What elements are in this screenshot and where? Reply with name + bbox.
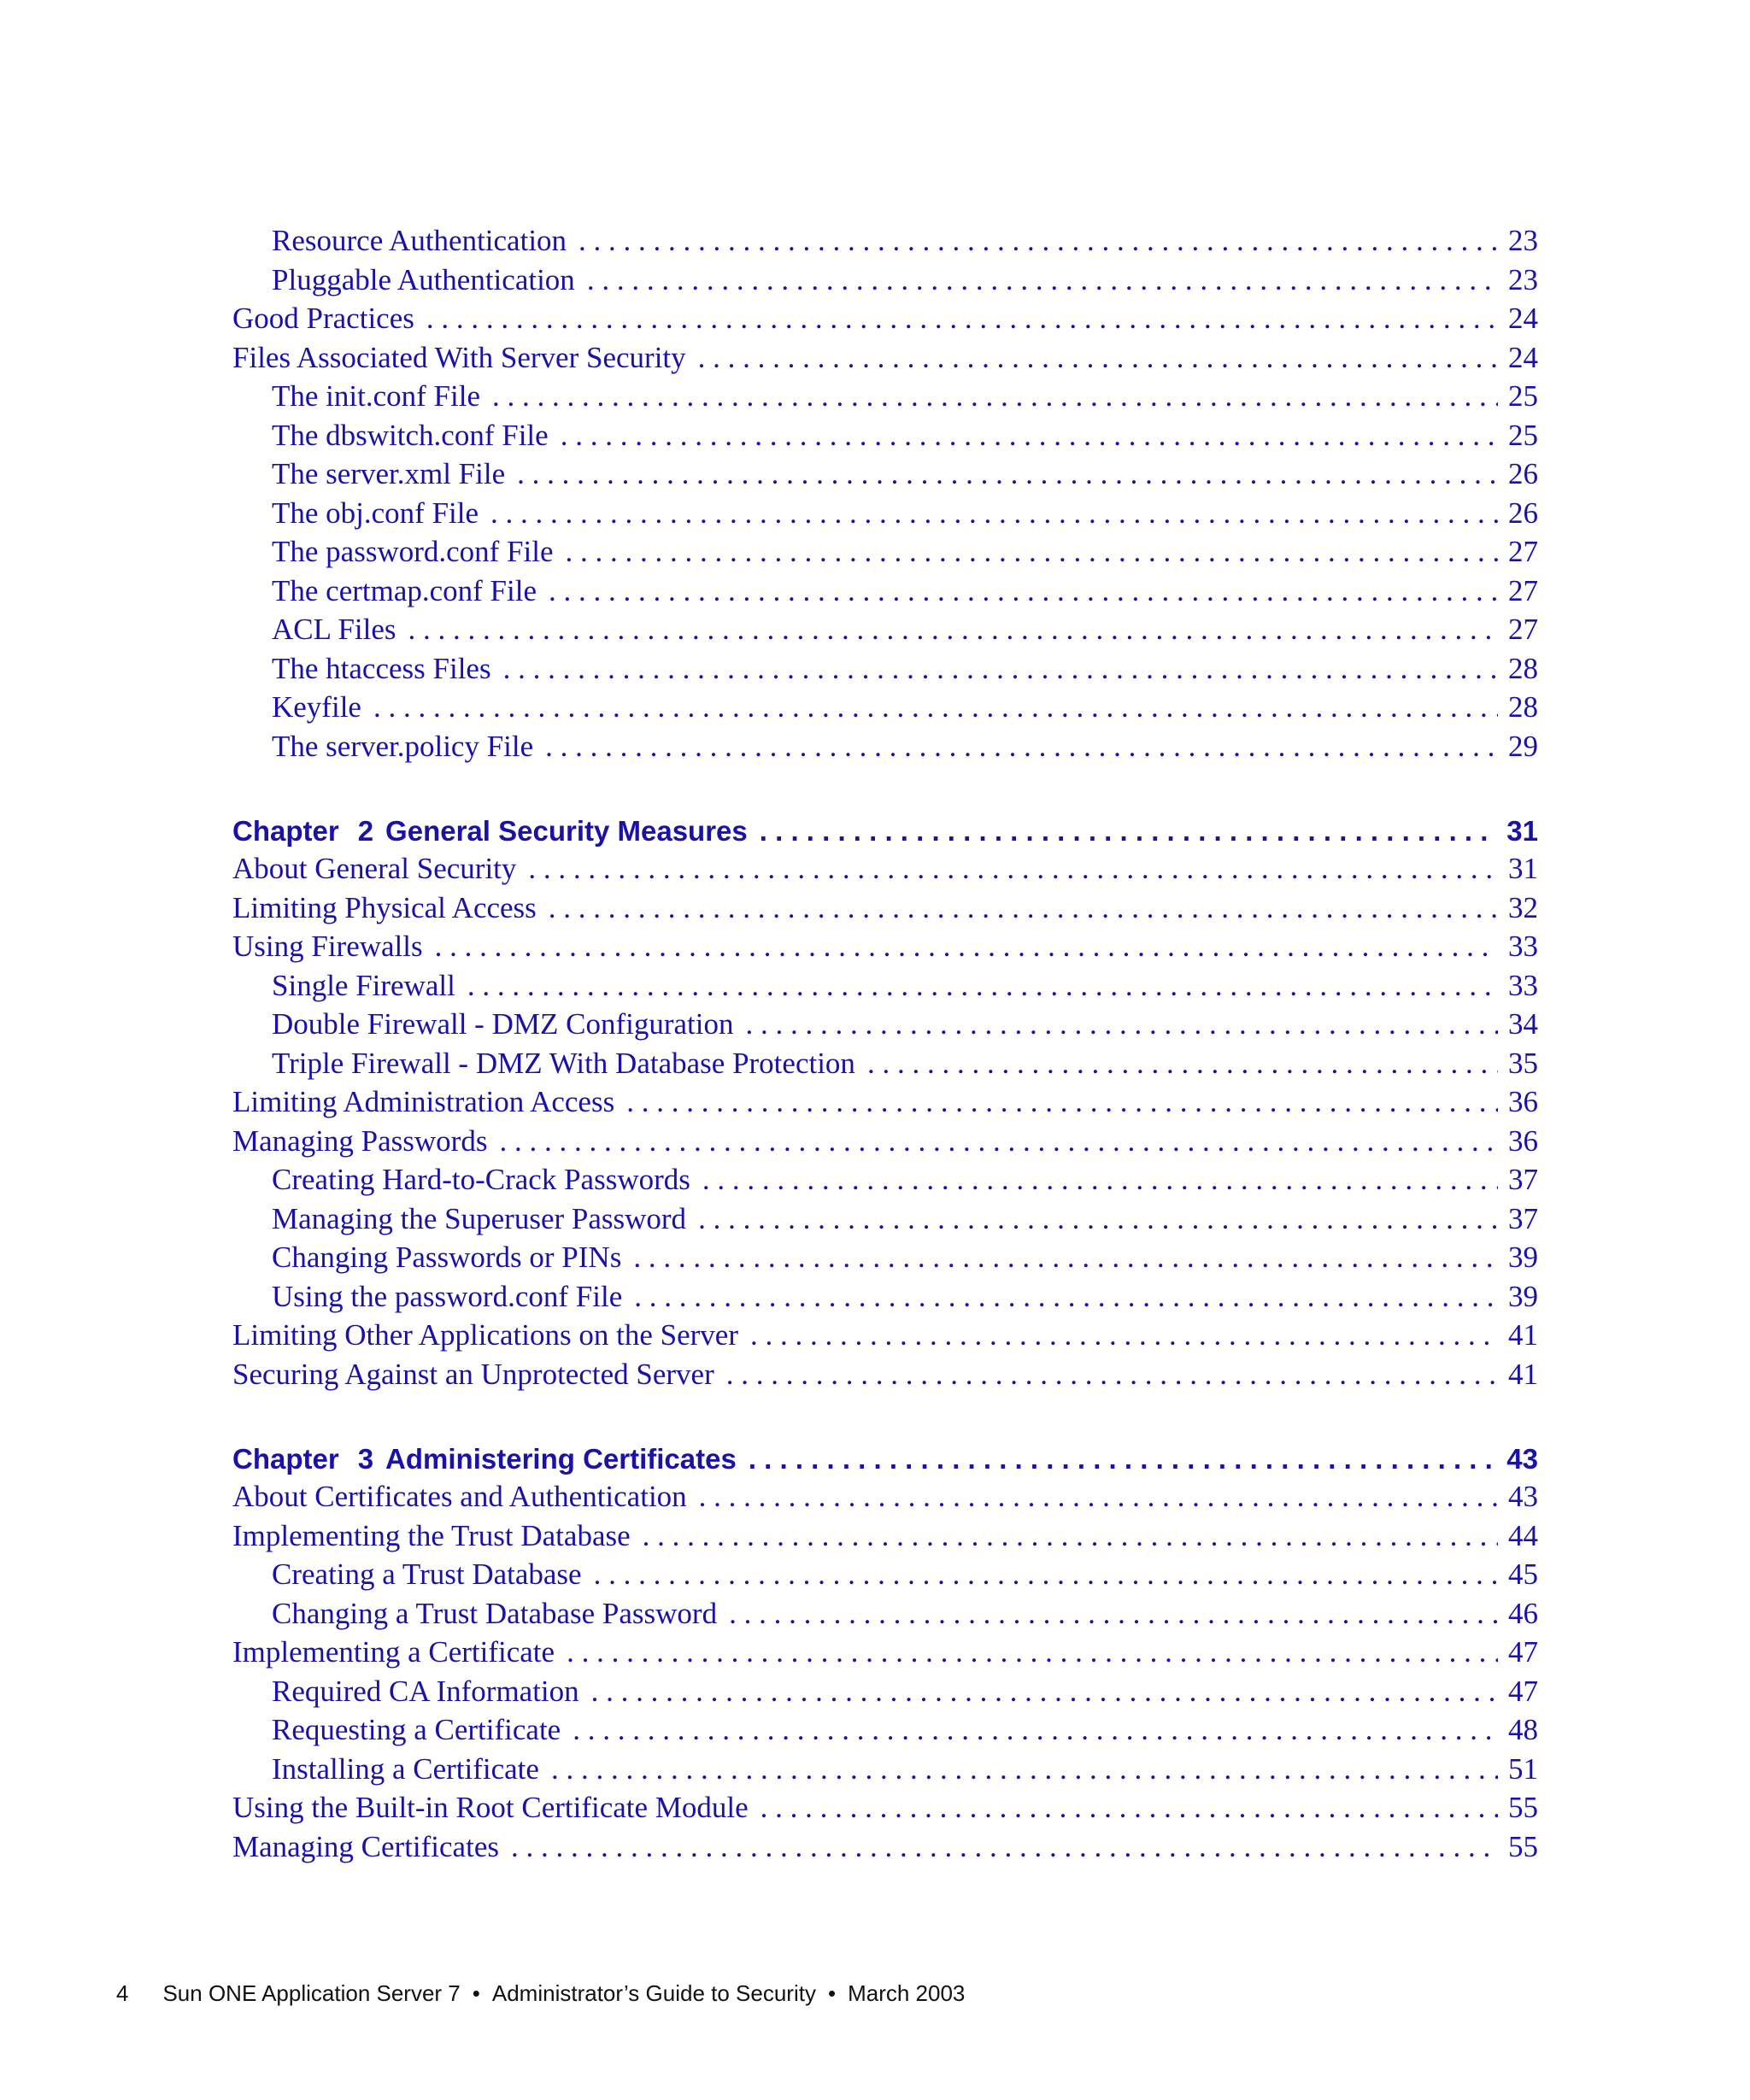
toc-entry-link[interactable] bbox=[232, 1788, 1538, 1827]
entry-title: Using the password.conf File bbox=[272, 1279, 623, 1313]
toc-subentry-link[interactable] bbox=[232, 966, 1538, 1006]
toc-subentry-link[interactable] bbox=[232, 1200, 1538, 1239]
entry-title: Implementing the Trust Database bbox=[232, 1518, 631, 1552]
entry-title: Managing Passwords bbox=[232, 1123, 488, 1158]
entry-title: The server.policy File bbox=[272, 729, 534, 763]
toc-subentry-link[interactable] bbox=[232, 649, 1538, 689]
toc-subentry-link[interactable] bbox=[232, 688, 1538, 727]
page-number: 51 bbox=[1508, 1751, 1538, 1786]
page-number: 33 bbox=[1508, 968, 1538, 1002]
toc-entry-link[interactable] bbox=[232, 927, 1538, 966]
page-number: 28 bbox=[1508, 651, 1538, 685]
page-number: 43 bbox=[1506, 1443, 1538, 1475]
page-number: 34 bbox=[1508, 1007, 1538, 1041]
toc-subentry-link[interactable] bbox=[232, 1238, 1538, 1277]
entry-title: The init.conf File bbox=[272, 379, 480, 413]
entry-title: The dbswitch.conf File bbox=[272, 418, 549, 452]
chapter-heading bbox=[232, 1441, 749, 1477]
page-number: 27 bbox=[1508, 613, 1538, 646]
page-number: 32 bbox=[1508, 890, 1538, 924]
page-number: 48 bbox=[1508, 1713, 1538, 1746]
entry-title: About Certificates and Authentication bbox=[232, 1480, 687, 1513]
page-number: 31 bbox=[1506, 815, 1538, 847]
chapter-title: General Security Measures bbox=[385, 815, 748, 847]
entry-title: The server.xml File bbox=[272, 457, 506, 490]
toc-section bbox=[232, 221, 1538, 766]
toc-section bbox=[232, 1441, 1538, 1866]
page-number: 24 bbox=[1508, 340, 1538, 374]
toc-subentry-link[interactable] bbox=[232, 416, 1538, 455]
toc-entry-link[interactable] bbox=[232, 1827, 1538, 1867]
entry-title: Files Associated With Server Security bbox=[232, 340, 686, 374]
dot-leader bbox=[517, 455, 1498, 494]
dot-leader bbox=[726, 1355, 1498, 1394]
toc-entry-link[interactable] bbox=[232, 1122, 1538, 1161]
page-number: 55 bbox=[1508, 1829, 1538, 1863]
entry-title: About General Security bbox=[232, 852, 517, 885]
entry-title: The password.conf File bbox=[272, 535, 554, 568]
toc-subentry-link[interactable] bbox=[232, 1160, 1538, 1200]
footer-page-number: 4 bbox=[116, 1980, 129, 2006]
dot-leader bbox=[749, 1441, 1496, 1477]
page-number: 43 bbox=[1508, 1480, 1538, 1513]
entry-title: Installing a Certificate bbox=[272, 1751, 539, 1786]
page-number: 29 bbox=[1508, 729, 1538, 763]
entry-title: Using the Built-in Root Certificate Module bbox=[232, 1791, 749, 1824]
page-number: 35 bbox=[1508, 1046, 1538, 1080]
dot-leader bbox=[503, 649, 1498, 689]
page-number: 47 bbox=[1508, 1674, 1538, 1708]
toc-subentry-link[interactable] bbox=[232, 221, 1538, 261]
page-number: 23 bbox=[1508, 224, 1538, 257]
entry-title: Keyfile bbox=[272, 690, 361, 724]
entry-title: Managing Certificates bbox=[232, 1829, 499, 1863]
page-number: 36 bbox=[1508, 1123, 1538, 1158]
entry-title: Good Practices bbox=[232, 302, 414, 335]
toc-subentry-link[interactable] bbox=[232, 727, 1538, 766]
page-number: 31 bbox=[1508, 852, 1538, 885]
chapter-heading bbox=[232, 813, 760, 849]
entry-title: Required CA Information bbox=[272, 1674, 579, 1708]
toc-subentry-link[interactable] bbox=[232, 1672, 1538, 1711]
dot-leader bbox=[699, 1477, 1498, 1516]
dot-leader bbox=[867, 1044, 1498, 1083]
page-number: 23 bbox=[1508, 262, 1538, 296]
chapter-heading-link[interactable] bbox=[232, 1441, 1538, 1477]
dot-leader bbox=[573, 1710, 1498, 1750]
toc-subentry-link[interactable] bbox=[232, 1277, 1538, 1317]
dot-leader bbox=[528, 849, 1498, 889]
page-number: 47 bbox=[1508, 1635, 1538, 1669]
dot-leader bbox=[626, 1082, 1498, 1122]
entry-title: Limiting Physical Access bbox=[232, 890, 537, 924]
entry-title: Limiting Administration Access bbox=[232, 1085, 615, 1118]
page-number: 25 bbox=[1508, 418, 1538, 452]
toc-subentry-link[interactable] bbox=[232, 377, 1538, 416]
chapter-label: Chapter bbox=[232, 1443, 339, 1475]
chapter-label: Chapter bbox=[232, 815, 339, 847]
toc-entry-link[interactable] bbox=[232, 1477, 1538, 1516]
page-number: 33 bbox=[1508, 930, 1538, 963]
page-number: 41 bbox=[1508, 1357, 1538, 1391]
page-number: 26 bbox=[1508, 457, 1538, 490]
toc-entry-link[interactable] bbox=[232, 1316, 1538, 1355]
toc-subentry-link[interactable] bbox=[232, 572, 1538, 611]
page-number: 37 bbox=[1508, 1201, 1538, 1235]
toc-entry-link[interactable] bbox=[232, 1633, 1538, 1672]
toc-subentry-link[interactable] bbox=[232, 1005, 1538, 1044]
toc-entry-link[interactable] bbox=[232, 338, 1538, 378]
entry-title: Securing Against an Unprotected Server bbox=[232, 1357, 714, 1391]
dot-leader bbox=[426, 299, 1498, 338]
dot-leader bbox=[435, 927, 1498, 966]
dot-leader bbox=[702, 1160, 1498, 1200]
page-number: 41 bbox=[1508, 1318, 1538, 1352]
entry-title: The htaccess Files bbox=[272, 651, 491, 685]
entry-title: Implementing a Certificate bbox=[232, 1635, 555, 1669]
dot-leader bbox=[499, 1122, 1498, 1161]
dot-leader bbox=[467, 966, 1498, 1006]
dot-leader bbox=[633, 1238, 1498, 1277]
entry-title: Changing a Trust Database Password bbox=[272, 1596, 718, 1630]
entry-title: Single Firewall bbox=[272, 968, 455, 1002]
page-number: 37 bbox=[1508, 1163, 1538, 1196]
toc-subentry-link[interactable] bbox=[232, 1555, 1538, 1594]
toc-subentry-link[interactable] bbox=[232, 1044, 1538, 1083]
toc-subentry-link[interactable] bbox=[232, 532, 1538, 572]
entry-title: Pluggable Authentication bbox=[272, 262, 575, 296]
toc-subentry-link[interactable] bbox=[232, 610, 1538, 649]
dot-leader bbox=[549, 889, 1498, 928]
toc-subentry-link[interactable] bbox=[232, 1594, 1538, 1634]
toc-section bbox=[232, 813, 1538, 1393]
dot-leader bbox=[566, 532, 1498, 572]
toc-entry-link[interactable] bbox=[232, 1355, 1538, 1394]
entry-title: Managing the Superuser Password bbox=[272, 1201, 687, 1235]
page-number: 45 bbox=[1508, 1557, 1538, 1591]
entry-title: Resource Authentication bbox=[272, 224, 567, 257]
footer-separator: • bbox=[472, 1980, 480, 2006]
entry-title: Double Firewall - DMZ Configuration bbox=[272, 1007, 734, 1041]
entry-title: Triple Firewall - DMZ With Database Protection bbox=[272, 1046, 855, 1080]
dot-leader bbox=[591, 1672, 1498, 1711]
page-number: 28 bbox=[1508, 690, 1538, 724]
dot-leader bbox=[643, 1516, 1498, 1556]
dot-leader bbox=[545, 727, 1498, 766]
dot-leader bbox=[561, 416, 1498, 455]
toc-entry-link[interactable] bbox=[232, 1082, 1538, 1122]
page-footer bbox=[116, 1980, 965, 2007]
dot-leader bbox=[511, 1827, 1498, 1867]
entry-title: ACL Files bbox=[272, 613, 396, 646]
chapter-heading-link[interactable] bbox=[232, 813, 1538, 849]
page-number: 44 bbox=[1508, 1518, 1538, 1552]
dot-leader bbox=[594, 1555, 1498, 1594]
dot-leader bbox=[745, 1005, 1498, 1044]
dot-leader bbox=[373, 688, 1498, 727]
footer-book-title: Administrator’s Guide to Security bbox=[491, 1980, 816, 2006]
footer-separator: • bbox=[827, 1980, 837, 2006]
dot-leader bbox=[634, 1277, 1498, 1317]
entry-title: Changing Passwords or PINs bbox=[272, 1241, 622, 1274]
page-number: 26 bbox=[1508, 496, 1538, 530]
page-number: 39 bbox=[1508, 1279, 1538, 1313]
page-number: 46 bbox=[1508, 1596, 1538, 1630]
entry-title: Creating Hard-to-Crack Passwords bbox=[272, 1163, 690, 1196]
toc-subentry-link[interactable] bbox=[232, 1750, 1538, 1789]
toc-entry-link[interactable] bbox=[232, 849, 1538, 889]
dot-leader bbox=[698, 338, 1498, 378]
page-number: 24 bbox=[1508, 302, 1538, 335]
entry-title: Limiting Other Applications on the Server bbox=[232, 1318, 738, 1352]
toc-entry-link[interactable] bbox=[232, 1516, 1538, 1556]
toc-entry-link[interactable] bbox=[232, 299, 1538, 338]
dot-leader bbox=[567, 1633, 1498, 1672]
dot-leader bbox=[760, 1788, 1498, 1827]
dot-leader bbox=[698, 1200, 1498, 1239]
dot-leader bbox=[408, 610, 1498, 649]
page-number: 25 bbox=[1508, 379, 1538, 413]
dot-leader bbox=[549, 572, 1498, 611]
dot-leader bbox=[760, 813, 1497, 849]
footer-date: March 2003 bbox=[848, 1980, 966, 2006]
page-number: 36 bbox=[1508, 1085, 1538, 1118]
dot-leader bbox=[587, 261, 1498, 300]
toc-subentry-link[interactable] bbox=[232, 1710, 1538, 1750]
chapter-number: 2 bbox=[357, 815, 374, 847]
chapter-number: 3 bbox=[357, 1443, 374, 1475]
page-number: 55 bbox=[1508, 1791, 1538, 1824]
dot-leader bbox=[729, 1594, 1498, 1634]
page-number: 27 bbox=[1508, 573, 1538, 607]
dot-leader bbox=[492, 377, 1498, 416]
table-of-contents bbox=[232, 221, 1538, 1866]
entry-title: The certmap.conf File bbox=[272, 573, 537, 607]
toc-entry-link[interactable] bbox=[232, 889, 1538, 928]
toc-subentry-link[interactable] bbox=[232, 455, 1538, 494]
entry-title: Using Firewalls bbox=[232, 930, 423, 963]
chapter-title: Administering Certificates bbox=[385, 1443, 737, 1475]
dot-leader bbox=[750, 1316, 1498, 1355]
entry-title: The obj.conf File bbox=[272, 496, 479, 530]
toc-subentry-link[interactable] bbox=[232, 261, 1538, 300]
entry-title: Requesting a Certificate bbox=[272, 1713, 561, 1746]
toc-subentry-link[interactable] bbox=[232, 494, 1538, 533]
entry-title: Creating a Trust Database bbox=[272, 1557, 582, 1591]
dot-leader bbox=[551, 1750, 1498, 1789]
page-number: 39 bbox=[1508, 1241, 1538, 1274]
page-number: 27 bbox=[1508, 535, 1538, 568]
dot-leader bbox=[578, 221, 1498, 261]
footer-product: Sun ONE Application Server 7 bbox=[162, 1980, 461, 2006]
dot-leader bbox=[490, 494, 1498, 533]
